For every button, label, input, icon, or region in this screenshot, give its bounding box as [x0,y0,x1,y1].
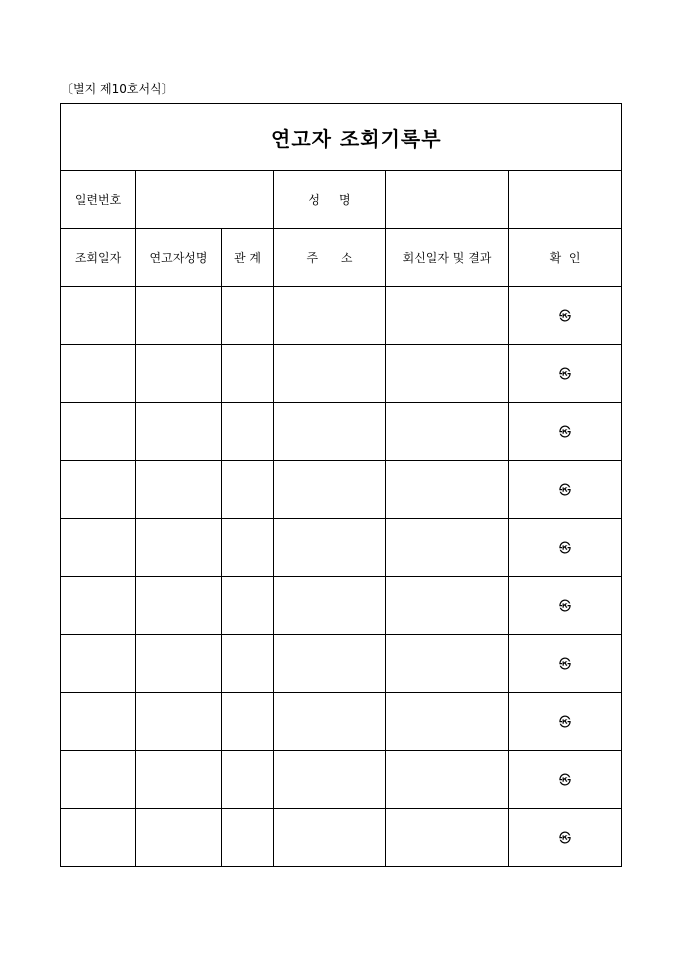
relation-cell[interactable] [222,577,274,635]
contact-inquiry-table [60,103,622,867]
confirm-cell[interactable] [509,809,622,867]
col-header-contact-name: 연고자성명 [136,229,222,287]
contact-name-cell[interactable] [136,519,222,577]
serial-number-field[interactable] [136,171,274,229]
relation-cell[interactable] [222,287,274,345]
reply-result-cell[interactable] [386,519,509,577]
serial-number-label: 일련번호 [61,171,136,229]
reply-result-cell[interactable] [386,461,509,519]
col-header-relation: 관 계 [222,229,274,287]
inquiry-date-cell[interactable] [61,403,136,461]
seal-mark: ㉿ [559,309,572,323]
address-cell[interactable] [274,461,386,519]
address-cell[interactable] [274,809,386,867]
reply-result-cell[interactable] [386,345,509,403]
confirm-cell[interactable] [509,751,622,809]
confirm-cell[interactable] [509,577,622,635]
table-row [61,635,622,693]
relation-cell[interactable] [222,403,274,461]
name-field[interactable] [386,171,509,229]
table-row [61,345,622,403]
reply-result-cell[interactable] [386,577,509,635]
contact-name-cell[interactable] [136,403,222,461]
confirm-cell[interactable] [509,345,622,403]
table-row [61,809,622,867]
inquiry-date-cell[interactable] [61,519,136,577]
relation-cell[interactable] [222,809,274,867]
inquiry-date-cell[interactable] [61,577,136,635]
table-row [61,751,622,809]
address-cell[interactable] [274,345,386,403]
reply-result-cell[interactable] [386,635,509,693]
relation-cell[interactable] [222,345,274,403]
title-row [61,104,622,171]
col-header-inquiry-date: 조회일자 [61,229,136,287]
table-row [61,287,622,345]
inquiry-date-cell[interactable] [61,287,136,345]
reply-result-cell[interactable] [386,403,509,461]
table-row [61,519,622,577]
inquiry-date-cell[interactable] [61,751,136,809]
relation-cell[interactable] [222,635,274,693]
seal-mark: ㉿ [559,773,572,787]
inquiry-date-cell[interactable] [61,635,136,693]
inquiry-date-cell[interactable] [61,693,136,751]
seal-mark: ㉿ [559,367,572,381]
relation-cell[interactable] [222,519,274,577]
contact-name-cell[interactable] [136,693,222,751]
col-header-reply-result: 회신일자 및 결과 [386,229,509,287]
seal-mark: ㉿ [559,425,572,439]
address-cell[interactable] [274,519,386,577]
contact-name-cell[interactable] [136,287,222,345]
inquiry-date-cell[interactable] [61,345,136,403]
header-row-serial [61,171,622,229]
relation-cell[interactable] [222,751,274,809]
relation-cell[interactable] [222,693,274,751]
title-cell [61,104,622,171]
confirm-cell[interactable] [509,461,622,519]
address-cell[interactable] [274,693,386,751]
seal-mark: ㉿ [559,831,572,845]
column-header-row [61,229,622,287]
form-number-label: 〔별지 제10호서식〕 [61,82,174,96]
table-row [61,461,622,519]
col-header-address: 주 소 [274,229,386,287]
address-cell[interactable] [274,577,386,635]
seal-mark: ㉿ [559,599,572,613]
table-row [61,693,622,751]
extra-field[interactable] [509,171,622,229]
contact-name-cell[interactable] [136,461,222,519]
confirm-cell[interactable] [509,287,622,345]
name-label: 성 명 [274,171,386,229]
contact-name-cell[interactable] [136,751,222,809]
inquiry-date-cell[interactable] [61,461,136,519]
confirm-cell[interactable] [509,403,622,461]
seal-mark: ㉿ [559,541,572,555]
confirm-cell[interactable] [509,519,622,577]
reply-result-cell[interactable] [386,809,509,867]
relation-cell[interactable] [222,461,274,519]
table-row [61,577,622,635]
inquiry-date-cell[interactable] [61,809,136,867]
address-cell[interactable] [274,751,386,809]
confirm-cell[interactable] [509,635,622,693]
contact-name-cell[interactable] [136,635,222,693]
page-title: 연고자 조회기록부 [271,126,442,151]
address-cell[interactable] [274,403,386,461]
contact-name-cell[interactable] [136,345,222,403]
seal-mark: ㉿ [559,657,572,671]
seal-mark: ㉿ [559,483,572,497]
reply-result-cell[interactable] [386,287,509,345]
address-cell[interactable] [274,635,386,693]
reply-result-cell[interactable] [386,693,509,751]
confirm-cell[interactable] [509,693,622,751]
seal-mark: ㉿ [559,715,572,729]
reply-result-cell[interactable] [386,751,509,809]
col-header-confirm: 확 인 [509,229,622,287]
contact-name-cell[interactable] [136,577,222,635]
contact-name-cell[interactable] [136,809,222,867]
table-row [61,403,622,461]
address-cell[interactable] [274,287,386,345]
